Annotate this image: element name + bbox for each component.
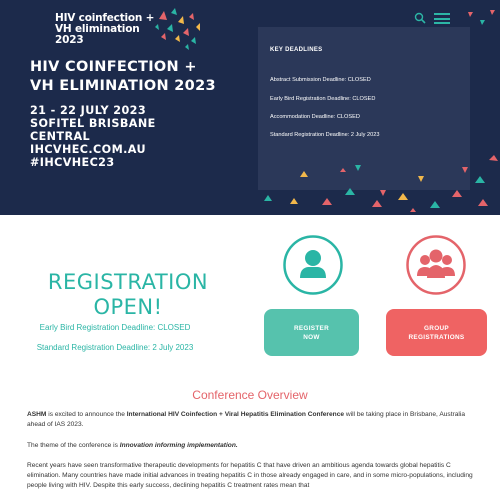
registration-heading-line-2: OPEN!: [93, 295, 163, 319]
deadline-accommodation: Accommodation Deadline: CLOSED: [270, 114, 360, 120]
org-name: ASHM: [27, 411, 47, 418]
event-venue-line-1: SOFITEL BRISBANE: [30, 117, 156, 130]
hero-title-line-2: VH ELIMINATION 2023: [30, 78, 216, 94]
event-website: IHCVHEC.COM.AU: [30, 143, 146, 156]
p2-text-a: The theme of the conference is: [27, 442, 120, 449]
overview-paragraph-3: Recent years have seen transformative therapeutic developments for hepatitis C that have driven an ambitious agenda towards global hepatitis C elimination. Many countries have made initial advances in treating hepatitis C in those already engaged in care, and in some micro-populations, including people living with HIV. Despite this early success, declining hepatitis C treatment rates mean that: [27, 462, 473, 489]
logo-line-3: 2023: [55, 34, 84, 46]
early-bird-deadline-text: Early Bird Registration Deadline: CLOSED: [39, 323, 191, 332]
key-deadlines-panel: [258, 27, 470, 190]
conference-name: International HIV Coinfection + Viral Hepatitis Elimination Conference: [126, 411, 345, 418]
conference-overview-title: Conference Overview: [192, 388, 308, 402]
register-now-button[interactable]: [264, 309, 359, 356]
deadline-standard: Standard Registration Deadline: 2 July 2023: [270, 132, 380, 138]
logo-line-2: VH elimination: [55, 23, 140, 35]
hamburger-menu-icon[interactable]: [434, 13, 450, 24]
conference-theme: Innovation informing implementation.: [119, 442, 238, 449]
event-dates: 21 - 22 JULY 2023: [30, 104, 147, 117]
logo-triangles-icon: [147, 7, 225, 51]
p1-text-b: will be taking place in Brisbane, Australia ahead of IAS 2023.: [27, 411, 465, 428]
group-button-line-1: GROUP: [424, 324, 449, 332]
group-registrations-button[interactable]: [386, 309, 487, 356]
group-button-line-2: REGISTRATIONS: [408, 333, 465, 341]
p1-text-a: is excited to announce the: [46, 411, 127, 418]
event-hashtag: #IHCVHEC23: [30, 156, 115, 169]
hero-title: [30, 58, 216, 96]
overview-paragraph-1: [27, 410, 477, 430]
event-details: [30, 104, 156, 169]
overview-paragraph-2: [27, 441, 477, 451]
deadline-abstract: Abstract Submission Deadline: CLOSED: [270, 77, 371, 83]
group-circle-icon: [405, 234, 467, 296]
search-icon[interactable]: [414, 12, 426, 24]
hero-title-line-1: HIV COINFECTION +: [30, 59, 197, 75]
event-venue-line-2: CENTRAL: [30, 130, 91, 143]
register-button-line-2: NOW: [303, 333, 320, 341]
registration-open-heading: [28, 270, 228, 320]
standard-deadline-text: Standard Registration Deadline: 2 July 2023: [36, 343, 194, 352]
register-button-line-1: REGISTER: [293, 324, 330, 332]
key-deadlines-title: KEY DEADLINES: [270, 47, 323, 53]
deadline-early-bird: Early Bird Registration Deadline: CLOSED: [270, 96, 376, 102]
hero-banner: [0, 0, 500, 215]
conference-logo[interactable]: [55, 13, 175, 47]
logo-line-1: HIV coinfection +: [55, 12, 155, 24]
registration-heading-line-1: REGISTRATION: [47, 270, 209, 294]
user-circle-icon: [282, 234, 344, 296]
